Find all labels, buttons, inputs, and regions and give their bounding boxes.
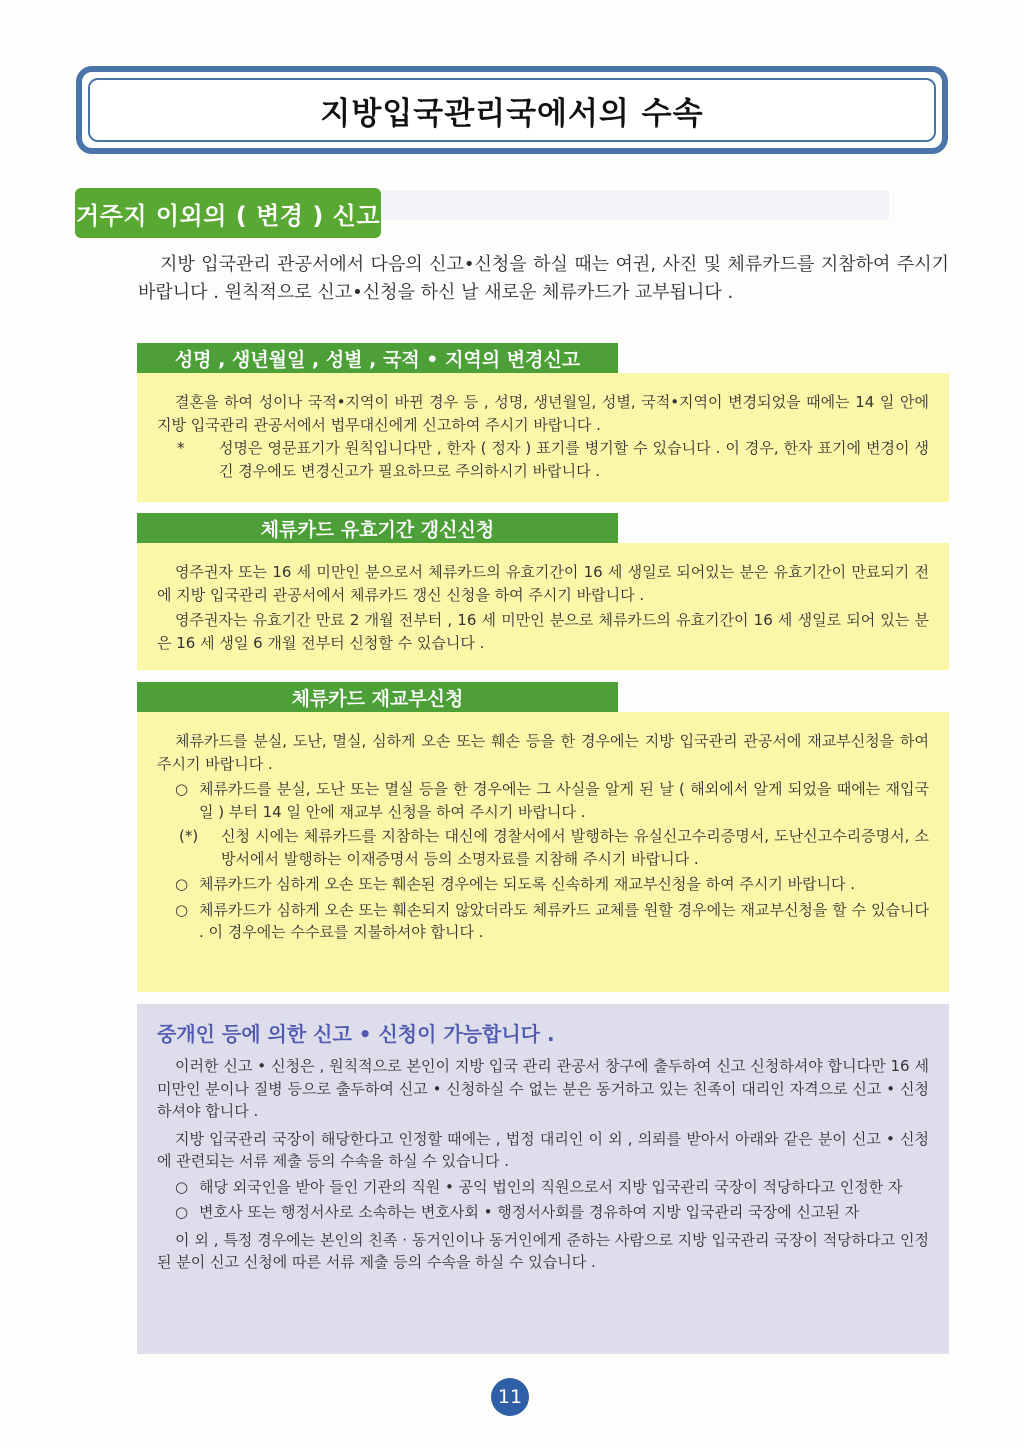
box1-text: 결혼을 하여 성이나 국적•지역이 바뀐 경우 등 , 성명, 생년월일, 성별, 국적•지역이 변경되었을 때에는 14 일 안에 지방 입국관리 관공서에서 법무대신에게 신고하여 주시기 바랍니다 . [157,393,929,434]
box4-bullet1 [177,1176,929,1199]
box3-bullet3 [177,899,929,944]
box4-bullet1-text: 해당 외국인을 받아 들인 기관의 직원 • 공익 법인의 직원으로서 지방 입국관리 국장이 적당하다고 인정한 자 [199,1177,903,1196]
section-tab-extension [381,190,889,220]
box3-text: 체류카드를 분실, 도난, 멸실, 심하게 오손 또는 훼손 등을 한 경우에는 지방 입국관리 관공서에 재교부신청을 하여 주시기 바랍니다 . [157,732,929,773]
box3-heading: 체류카드 재교부신청 [137,682,618,712]
box4-panel [137,1004,949,1354]
box3-panel [137,712,949,992]
page-number: 11 [491,1378,529,1416]
box1-heading: 성명 , 생년월일 , 성별 , 국적 • 지역의 변경신고 [137,343,618,373]
box2-heading: 체류카드 유효기간 갱신신청 [137,513,618,543]
box3-bullet3-text: 체류카드가 심하게 오손 또는 훼손되지 않았더라도 체류카드 교체를 원할 경우에는 재교부신청을 할 수 있습니다 . 이 경우에는 수수료를 지불하셔야 합니다 . [199,900,929,941]
intro-paragraph: 지방 입국관리 관공서에서 다음의 신고•신청을 하실 때는 여권, 사진 및 체류카드를 지참하여 주시기 바랍니다 . 원칙적으로 신고•신청을 하신 날 새로운 체류카드가 교부됩니다 . [138,254,949,303]
box1-note [157,437,929,482]
asterisk-mark: * [177,439,185,457]
box4-text3: 이 외 , 특정 경우에는 본인의 친족 · 동거인이나 동거인에게 준하는 사람으로 지방 입국관리 국장이 적당하다고 인정된 분이 신고 신청에 따른 서류 제출 등의 수속을 하실 수 있습니다 . [157,1230,929,1271]
subnote-mark: (*) [179,827,199,845]
box1-note-text: 성명은 영문표기가 원칙입니다만 , 한자 ( 정자 ) 표기를 병기할 수 있습니다 . 이 경우, 한자 표기에 변경이 생긴 경우에도 변경신고가 필요하므로 주의하시기 바랍니다 . [219,439,929,480]
circle-bullet-icon: ○ [175,1203,189,1221]
box4-text1: 이러한 신고 • 신청은 , 원칙적으로 본인이 지방 입국 관리 관공서 창구에 출두하여 신고 신청하셔야 합니다만 16 세 미만인 분이나 질병 등으로 출두하여 신고 • 신청하실 수 없는 분은 동거하고 있는 친족이 대리인 자격으로 신고 • 신청하셔야 합니다 . [157,1057,929,1120]
section-heading: 거주지 이외의 ( 변경 ) 신고 [75,188,381,238]
box3-bullet2-text: 체류카드가 심하게 오손 또는 훼손된 경우에는 되도록 신속하게 재교부신청을 하여 주시기 바랍니다 . [199,875,856,893]
box2-text1: 영주권자 또는 16 세 미만인 분으로서 체류카드의 유효기간이 16 세 생일로 되어있는 분은 유효기간이 만료되기 전에 지방 입국관리 관공서에서 체류카드 갱신 신청을 하여 주시기 바랍니다 . [157,563,929,604]
title-inner-frame [88,78,936,142]
circle-bullet-icon: ○ [175,1177,189,1196]
box3-subnote [157,825,929,870]
box4-bullet2 [177,1201,929,1224]
box3-bullet2 [177,873,929,896]
box3-bullet1-text: 체류카드를 분실, 도난 또는 멸실 등을 한 경우에는 그 사실을 알게 된 날 ( 해외에서 알게 되었을 때에는 재입국일 ) 부터 14 일 안에 재교부 신청을 하여 주시기 바랍니다 . [199,780,929,821]
box4-heading: 중개인 등에 의한 신고 • 신청이 가능합니다 . [157,1022,555,1046]
page-title: 지방입국관리국에서의 수속 [320,95,704,132]
circle-bullet-icon: ○ [175,900,189,919]
box2-text2: 영주권자는 유효기간 만료 2 개월 전부터 , 16 세 미만인 분으로 체류카드의 유효기간이 16 세 생일로 되어 있는 분은 16 세 생일 6 개월 전부터 신청할 수 있습니다 . [157,611,929,652]
box4-bullet2-text: 변호사 또는 행정서사로 소속하는 변호사회 • 행정서사회를 경유하여 지방 입국관리 국장에 신고된 자 [199,1203,860,1221]
title-frame [76,66,948,154]
box3-bullet1 [177,778,929,823]
box3-subnote-text: 신청 시에는 체류카드를 지참하는 대신에 경찰서에서 발행하는 유실신고수리증명서, 도난신고수리증명서, 소방서에서 발행하는 이재증명서 등의 소명자료를 지참해 주시기 바랍니다 . [221,827,929,868]
box2-panel [137,543,949,670]
circle-bullet-icon: ○ [175,780,189,798]
box1-panel [137,373,949,502]
box4-text2: 지방 입국관리 국장이 해당한다고 인정할 때에는 , 법정 대리인 이 외 , 의뢰를 받아서 아래와 같은 분이 신고 • 신청에 관련되는 서류 제출 등의 수속을 하실 수 있습니다 . [157,1129,929,1170]
circle-bullet-icon: ○ [175,875,189,893]
